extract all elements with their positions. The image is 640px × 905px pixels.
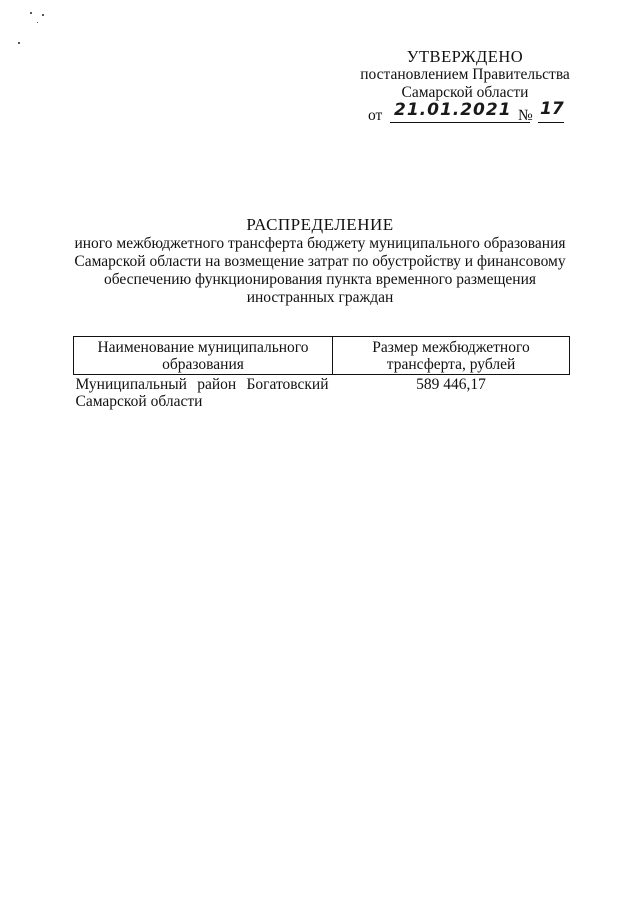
scan-speck [37, 22, 38, 23]
distribution-table [73, 336, 570, 411]
approval-block [360, 48, 570, 126]
heading-line-2: Самарской области на возмещение затрат по обустройству и финансовому [74, 253, 566, 270]
scan-speck [42, 14, 44, 16]
column-header-name: Наименование муниципального образования [74, 337, 333, 375]
number-underline [538, 122, 564, 123]
number-sign: № [518, 107, 533, 124]
approval-line-2: Самарской области [401, 84, 529, 101]
handwritten-date: 21.01.2021 [394, 100, 512, 120]
heading-line-1: иного межбюджетного трансферта бюджету муниципального образования [74, 235, 566, 252]
heading-line-3: обеспечению функционирования пункта временного размещения [103, 271, 537, 288]
scan-speck [18, 42, 20, 44]
approval-line-1: постановлением Правительства [360, 66, 570, 83]
scan-speck [30, 12, 32, 14]
from-label: от [368, 107, 383, 124]
date-underline [390, 122, 530, 123]
table-header-row [74, 337, 570, 375]
heading-line-4: иностранных граждан [246, 289, 394, 306]
column-header-amount: Размер межбюджетного трансферта, рублей [333, 337, 570, 375]
handwritten-number: 17 [540, 99, 564, 119]
table-row [74, 375, 570, 412]
transfer-amount: 589 446,17 [416, 376, 486, 393]
document-title: РАСПРЕДЕЛЕНИЕ [246, 215, 394, 234]
document-heading [70, 216, 570, 307]
approved-title: УТВЕРЖДЕНО [406, 47, 524, 66]
municipality-name: Муниципальный район Богатовский Самарской области [75, 376, 329, 410]
decree-reference [360, 99, 570, 126]
